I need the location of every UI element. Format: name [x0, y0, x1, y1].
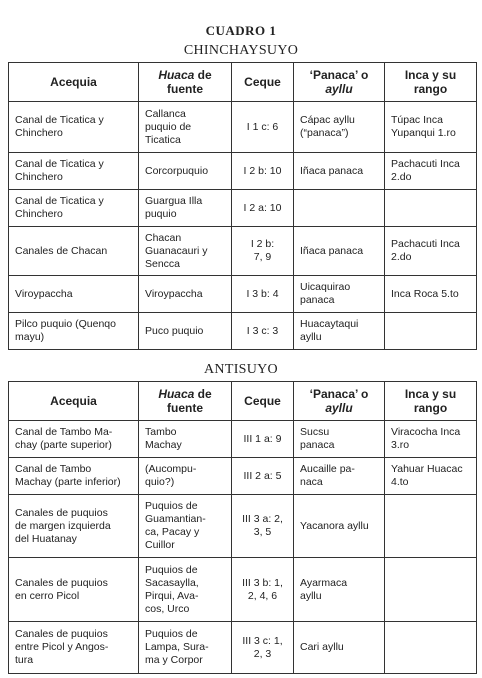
table-row — [9, 458, 477, 495]
cell-inca: Túpac Inca Yupanqui 1.ro — [385, 102, 477, 153]
table-row — [9, 313, 477, 350]
cell-ceque: I 3 c: 3 — [232, 313, 294, 350]
header-ayllu-label: ayllu — [325, 401, 353, 415]
cell-ceque: I 3 b: 4 — [232, 276, 294, 313]
cell-inca: Yahuar Huacac 4.to — [385, 458, 477, 495]
header-inca: Inca y su rango — [385, 382, 477, 421]
cell-ceque: I 2 a: 10 — [232, 190, 294, 227]
header-huaca-italic: Huaca — [158, 68, 195, 82]
header-huaca — [139, 382, 232, 421]
table-antisuyo — [8, 381, 477, 674]
table-row — [9, 102, 477, 153]
cell-panaca: Uicaquirao panaca — [294, 276, 385, 313]
table-row — [9, 190, 477, 227]
cell-inca: Pachacuti Inca 2.do — [385, 227, 477, 276]
cell-acequia: Canales de puquios en cerro Picol — [9, 558, 139, 622]
cell-inca — [385, 190, 477, 227]
table-row — [9, 558, 477, 622]
header-huaca-italic: Huaca — [158, 387, 195, 401]
cell-huaca: Puquios de Guamantian- ca, Pacay y Cuillor — [139, 495, 232, 558]
table-row — [9, 495, 477, 558]
cell-panaca: Iñaca panaca — [294, 227, 385, 276]
header-huaca — [139, 63, 232, 102]
header-inca: Inca y su rango — [385, 63, 477, 102]
cell-panaca: Ayarmaca ayllu — [294, 558, 385, 622]
header-ceque: Ceque — [232, 382, 294, 421]
cell-ceque: III 3 a: 2, 3, 5 — [232, 495, 294, 558]
table-chinchaysuyo — [8, 62, 477, 350]
cell-acequia: Canal de Ticatica y Chinchero — [9, 102, 139, 153]
header-panaca-label: ‘Panaca’ o — [309, 387, 369, 401]
cell-panaca: Yacanora ayllu — [294, 495, 385, 558]
cell-acequia: Canales de puquios de margen izquierda del Huatanay — [9, 495, 139, 558]
cell-panaca: Aucaille pa- naca — [294, 458, 385, 495]
cell-huaca: Viroypaccha — [139, 276, 232, 313]
cell-huaca: (Aucompu- quio?) — [139, 458, 232, 495]
cell-inca — [385, 313, 477, 350]
cell-acequia: Viroypaccha — [9, 276, 139, 313]
cell-inca: Viracocha Inca 3.ro — [385, 421, 477, 458]
header-acequia: Acequia — [9, 382, 139, 421]
cell-acequia: Canal de Ticatica y Chinchero — [9, 190, 139, 227]
cell-huaca: Puco puquio — [139, 313, 232, 350]
cell-ceque: III 1 a: 9 — [232, 421, 294, 458]
table-row — [9, 421, 477, 458]
page-title: CUADRO 1 — [205, 23, 277, 38]
cell-huaca: Puquios de Sacasaylla, Pirqui, Ava- cos, Urco — [139, 558, 232, 622]
cell-huaca: Chacan Guanacauri y Sencca — [139, 227, 232, 276]
cell-acequia: Canal de Tambo Machay (parte inferior) — [9, 458, 139, 495]
cell-acequia: Canales de Chacan — [9, 227, 139, 276]
cell-huaca: Guargua Illa puquio — [139, 190, 232, 227]
cell-inca — [385, 495, 477, 558]
table-row — [9, 276, 477, 313]
cell-panaca: Iñaca panaca — [294, 153, 385, 190]
cell-inca: Inca Roca 5.to — [385, 276, 477, 313]
cell-acequia: Pilco puquio (Quenqo mayu) — [9, 313, 139, 350]
header-panaca — [294, 63, 385, 102]
cell-panaca — [294, 190, 385, 227]
header-panaca — [294, 382, 385, 421]
header-panaca-label: ‘Panaca’ o — [309, 68, 369, 82]
cell-acequia: Canal de Ticatica y Chinchero — [9, 153, 139, 190]
table-row — [9, 622, 477, 674]
cell-ceque: III 3 b: 1, 2, 4, 6 — [232, 558, 294, 622]
cell-inca — [385, 622, 477, 674]
cell-ceque: I 2 b: 10 — [232, 153, 294, 190]
cell-ceque: III 3 c: 1, 2, 3 — [232, 622, 294, 674]
cell-inca — [385, 558, 477, 622]
table-row — [9, 153, 477, 190]
table-row — [9, 227, 477, 276]
cell-ceque: III 2 a: 5 — [232, 458, 294, 495]
cell-panaca: Cápac ayllu (“panaca”) — [294, 102, 385, 153]
cell-huaca: Callanca puquio de Ticatica — [139, 102, 232, 153]
cell-acequia: Canales de puquios entre Picol y Angos- tura — [9, 622, 139, 674]
section-title-antisuyo: ANTISUYO — [204, 362, 278, 377]
cell-huaca: Puquios de Lampa, Sura- ma y Corpor — [139, 622, 232, 674]
cell-panaca: Sucsu panaca — [294, 421, 385, 458]
section-title-chinchaysuyo: CHINCHAYSUYO — [183, 43, 299, 58]
cell-ceque: I 2 b: 7, 9 — [232, 227, 294, 276]
cell-panaca: Cari ayllu — [294, 622, 385, 674]
header-huaca-rest: de fuente — [167, 387, 212, 415]
header-row — [9, 382, 477, 421]
header-row — [9, 63, 477, 102]
header-acequia: Acequia — [9, 63, 139, 102]
cell-huaca: Tambo Machay — [139, 421, 232, 458]
header-huaca-rest: de fuente — [167, 68, 212, 96]
cell-panaca: Huacaytaqui ayllu — [294, 313, 385, 350]
cell-acequia: Canal de Tambo Ma- chay (parte superior) — [9, 421, 139, 458]
header-ceque: Ceque — [232, 63, 294, 102]
cell-ceque: I 1 c: 6 — [232, 102, 294, 153]
header-ayllu-label: ayllu — [325, 82, 353, 96]
cell-inca: Pachacuti Inca 2.do — [385, 153, 477, 190]
cell-huaca: Corcorpuquio — [139, 153, 232, 190]
